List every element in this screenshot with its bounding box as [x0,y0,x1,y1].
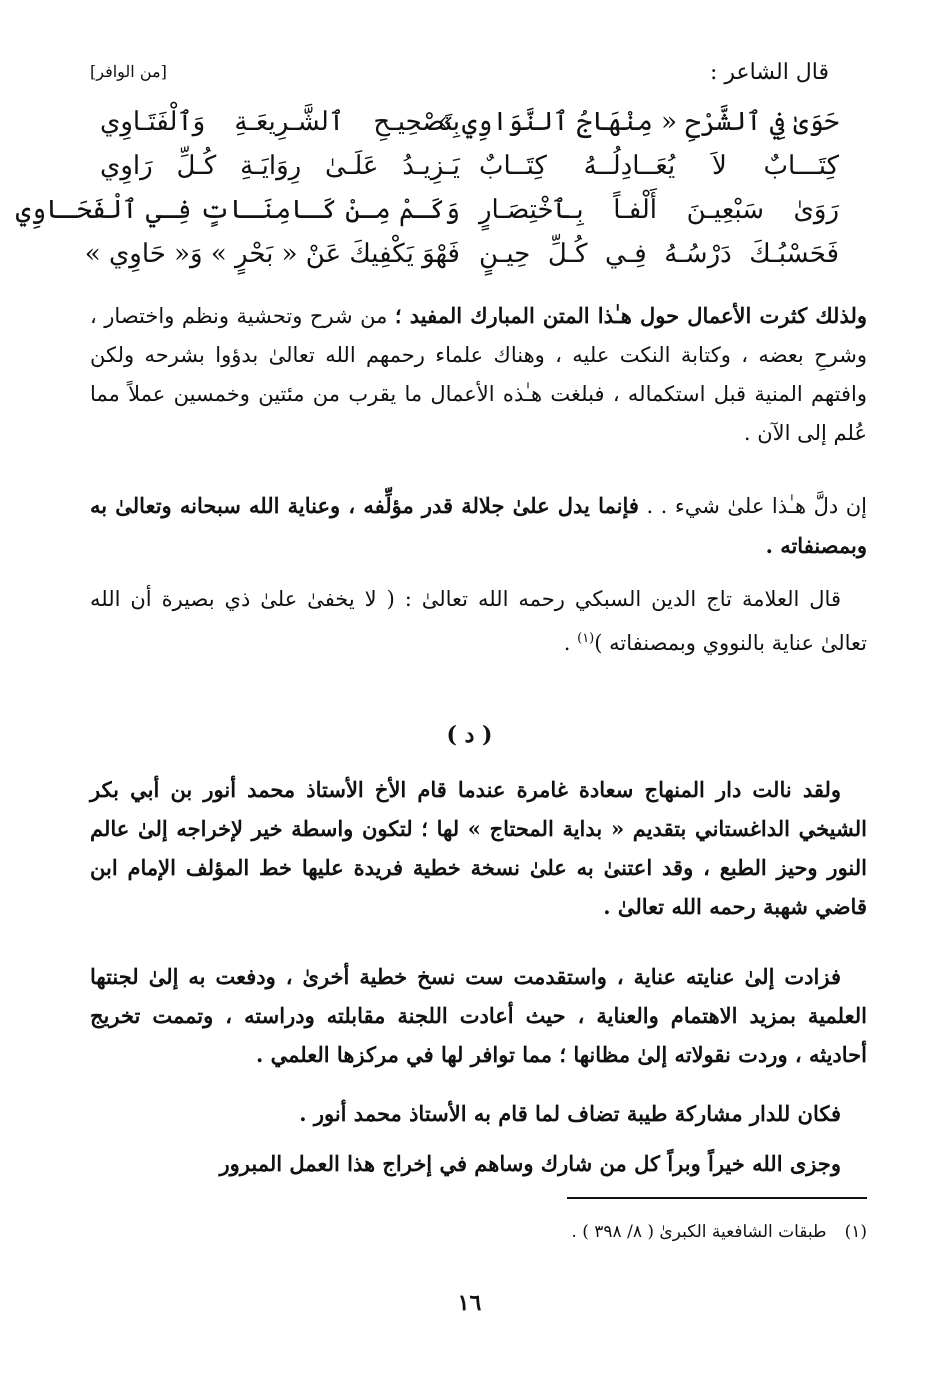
poem-verse [84,232,839,276]
quote-end: . [563,631,578,655]
poem [15,100,839,276]
paragraph-significance [90,486,867,566]
poem-verse [15,188,839,232]
paragraph-significance-body: فإنما يدل علىٰ جلالة قدر مؤلِّفه ، وعناية الله سبحانه وتعالىٰ به وبمصنفاته . [90,493,867,558]
verse-second-half: بِتَصْحِيـحِ ٱلشَّـرِيعَـةِ وَٱلْفَتَـاوِي [100,107,460,137]
footnote [571,1222,867,1242]
paragraph-participation: فكان للدار مشاركة طيبة تضاف لما قام به الأستاذ محمد أنور . [299,1101,841,1126]
poem-verse [100,144,839,188]
verse-second-half: وَكَـمْ مِـنْ كَـامِنَـاتٍ فِـي ٱلْفَحَـاوِي [15,195,460,225]
verse-second-half: فَهْوَ يَكْفِيكَ عَنْ « بَحْرٍ » وَ« حَاوِي » [84,239,460,269]
paragraph-significance-lead: إن دلَّ هـٰذا علىٰ شيء . . [638,494,867,518]
verse-first-half: كِتَـــابٌ لاَ يُعَــادِلُــهُ كِتَــابٌ [479,151,839,181]
meter-label: [من الوافر] [90,62,167,81]
footnote-number: (١) [844,1222,867,1242]
verse-first-half: حَوَىٰ فِي ٱلشَّرْحِ « مِنْهَاجُ ٱلنَّوَاوِي » [437,107,839,137]
verse-first-half: فَحَسْبُـكَ دَرْسُـهُ فِـي كُـلِّ حِيـنٍ [479,239,839,269]
verse-second-half: يَـزِيـدُ عَلَـىٰ رِوَايَـةِ كُـلِّ رَاوِي [100,151,460,181]
paragraph-works [90,296,867,453]
page-number: ١٦ [457,1290,482,1316]
paragraph-works-lead: ولذلك كثرت الأعمال حول هـٰذا المتن المبارك المفيد ؛ [394,303,868,328]
paragraph-dar-al-minhaj: ولقد نالت دار المنهاج سعادة غامرة عندما قام الأخ الأستاذ محمد أنور بن أبي بكر الشيخي الداغستاني بتقديم « بداية المحتاج » لها ؛ لتكون واسطة خير لإخراجه إلىٰ عالم النور وحيز الطبع ، وقد اعتنىٰ به علىٰ نسخة خطية فريدة عليها خط المؤلف الإمام ابن قاضي شهبة رحمه الله تعالىٰ . [90,777,867,919]
quote-text: قال العلامة تاج الدين السبكي رحمه الله تعالىٰ : ( لا يخفىٰ علىٰ ذي بصيرة أن الله تعالىٰ عناية بالنووي وبمصنفاته ) [90,587,867,655]
paragraph-committee: فزادت إلىٰ عنايته عناية ، واستقدمت ست نسخ خطية أخرىٰ ، ودفعت به إلىٰ لجنتها العلمية بمزيد الاهتمام والعناية ، حيث أعادت اللجنة مقابلته ودراسته ، وتممت تخريج أحاديثه ، وردت نقولاته إلىٰ مظانها ؛ مما توافر لها في مركزها العلمي . [90,964,867,1067]
footnote-text: طبقات الشافعية الكبرىٰ ( ٨/ ٣٩٨ ) . [571,1222,827,1242]
poet-intro: قال الشاعر : [709,60,829,85]
paragraph-works-body: من شرح وتحشية ونظم واختصار ، وشرحِ بعضه ، وكتابة النكت عليه ، وهناك علماء رحمهم الله تعالىٰ بدؤوا بشرحه ولكن وافتهم المنية قبل استكماله ، فبلغت هـٰذه الأعمال ما يقرب من مئتين وخمسين عملاً مما عُلم إلى الآن . [90,304,867,445]
paragraph-thanks: وجزى الله خيراً وبراً كل من شارك وساهم في إخراج هذا العمل المبرور [219,1151,841,1176]
poem-verse [100,100,839,144]
section-marker: ( د ) [446,722,493,748]
footnote-divider [567,1197,867,1199]
paragraph-subki-quote [90,580,867,663]
verse-first-half: رَوَىٰ سَبْعِيـنَ أَلْفـاً بِـٱخْتِصَـارٍ [479,195,839,225]
footnote-reference: (١) [577,631,595,646]
